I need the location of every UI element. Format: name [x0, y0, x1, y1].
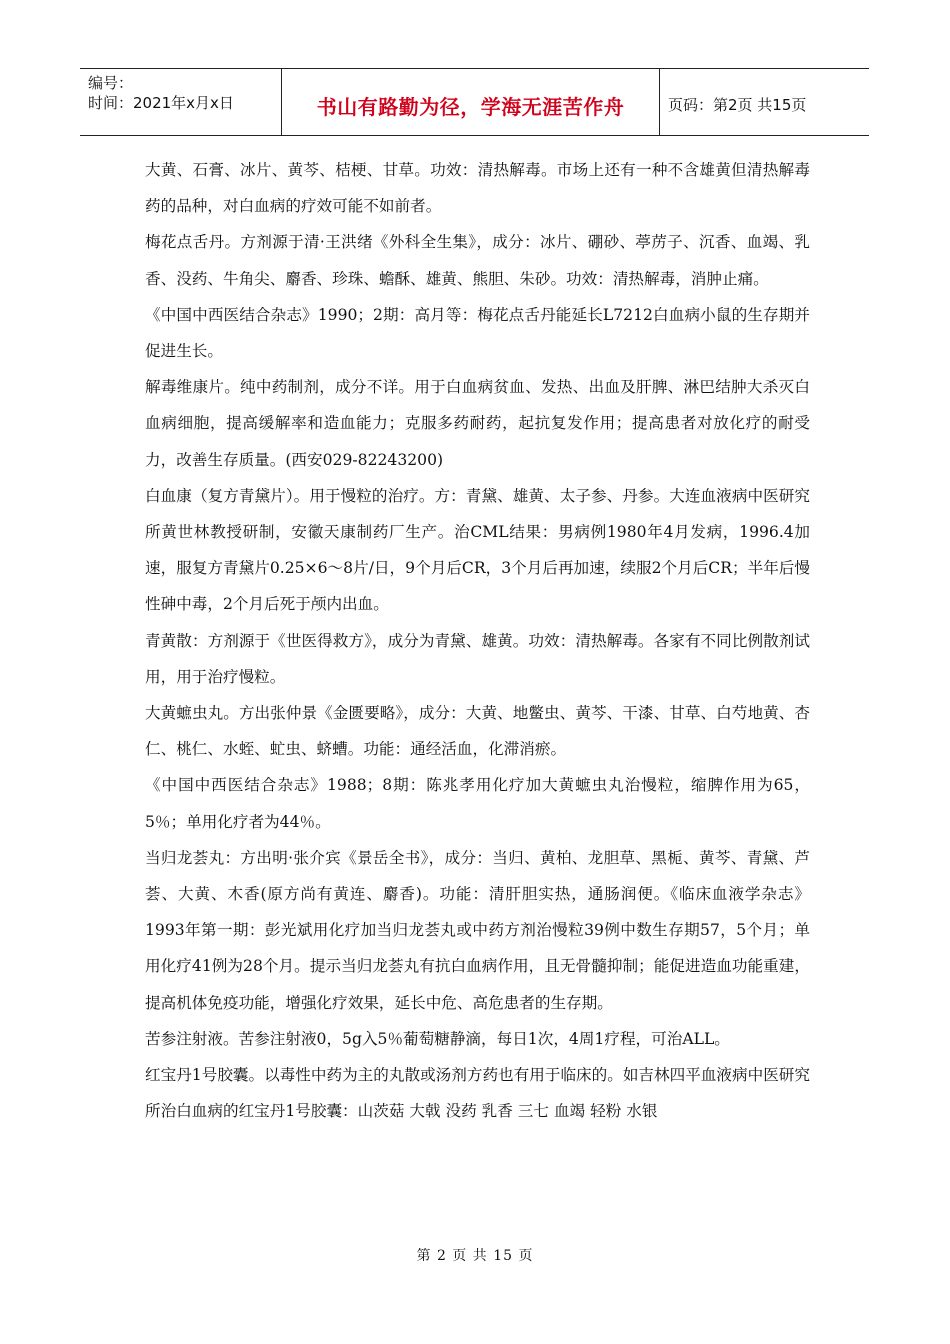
header-page-info: 页码：第2页 共15页 — [668, 95, 807, 114]
header-motto: 书山有路勤为径，学海无涯苦作舟 — [316, 94, 625, 119]
paragraph: 苦参注射液。苦参注射液0，5g入5％葡萄糖静滴，每日1次，4周1疗程，可治ALL。 — [145, 1029, 730, 1048]
paragraph: 青黄散：方剂源于《世医得救方》，成分为青黛、雄黄。功效：清热解毒。各家有不同比例散剂试用，用于治疗慢粒。 — [145, 631, 810, 686]
paragraph: 大黄、石膏、冰片、黄芩、桔梗、甘草。功效：清热解毒。市场上还有一种不含雄黄但清热解毒药的品种，对白血病的疗效可能不如前者。 — [145, 161, 810, 216]
page-header — [80, 68, 869, 136]
paragraph: 《中国中西医结合杂志》1990；2期：高月等：梅花点舌丹能延长L7212白血病小鼠的生存期并促进生长。 — [145, 305, 810, 361]
paragraph: 解毒维康片。纯中药制剂，成分不详。用于白血病贫血、发热、出血及肝脾、淋巴结肿大杀灭白血病细胞，提高缓解率和造血能力；克服多药耐药，起抗复发作用；提高患者对放化疗的耐受力，改善生存质量。(西安029-82243200) — [145, 378, 810, 469]
paragraph: 红宝丹1号胶囊。以毒性中药为主的丸散或汤剂方药也有用于临床的。如吉林四平血液病中医研究所治白血病的红宝丹1号胶囊：山茨菇 大戟 没药 乳香 三七 血竭 轻粉 水银 — [145, 1066, 810, 1121]
paragraph: 当归龙荟丸：方出明·张介宾《景岳全书》，成分：当归、黄柏、龙胆草、黑栀、黄芩、青黛、芦荟、大黄、木香(原方尚有黄连、麝香)。功能：清肝胆实热，通肠润便。《临床血液学杂志》1993年第一期：彭光斌用化疗加当归龙荟丸或中药方剂治慢粒39例中数生存期57，5个月；单用化疗41例为28个月。提示当归龙荟丸有抗白血病作用，且无骨髓抑制；能促进造血功能重建，提高机体免疫功能，增强化疗效果，延长中危、高危患者的生存期。 — [145, 848, 810, 1012]
paragraph: 白血康（复方青黛片）。用于慢粒的治疗。方：青黛、雄黄、太子参、丹参。大连血液病中医研究所黄世林教授研制，安徽天康制药厂生产。治CML结果：男病例1980年4月发病，1996.4加速，服复方青黛片0.25×6～8片/日，9个月后CR，3个月后再加速，续服2个月后CR；半年后慢性砷中毒，2个月后死于颅内出血。 — [145, 486, 810, 614]
doc-number-label: 编号： — [88, 74, 134, 92]
paragraph: 梅花点舌丹。方剂源于清·王洪绪《外科全生集》，成分：冰片、硼砂、葶苈子、沉香、血竭、乳香、没药、牛角尖、麝香、珍珠、蟾酥、雄黄、熊胆、朱砂。功效：清热解毒，消肿止痛。 — [145, 233, 810, 288]
page-footer: 第 2 页 共 15 页 — [416, 1248, 534, 1264]
header-motto-cell — [282, 69, 660, 135]
doc-date-label: 时间：2021年x月x日 — [88, 94, 234, 112]
paragraph: 《中国中西医结合杂志》1988；8期：陈兆孝用化疗加大黄蟅虫丸治慢粒，缩脾作用为65，5％；单用化疗者为44％。 — [145, 776, 810, 831]
paragraph: 大黄蟅虫丸。方出张仲景《金匮要略》，成分：大黄、地鳖虫、黄芩、干漆、甘草、白芍地黄、杏仁、桃仁、水蛭、虻虫、蛴螬。功能：通经活血，化滞消瘀。 — [145, 704, 810, 759]
document-body — [145, 152, 810, 1129]
header-meta — [80, 69, 282, 135]
